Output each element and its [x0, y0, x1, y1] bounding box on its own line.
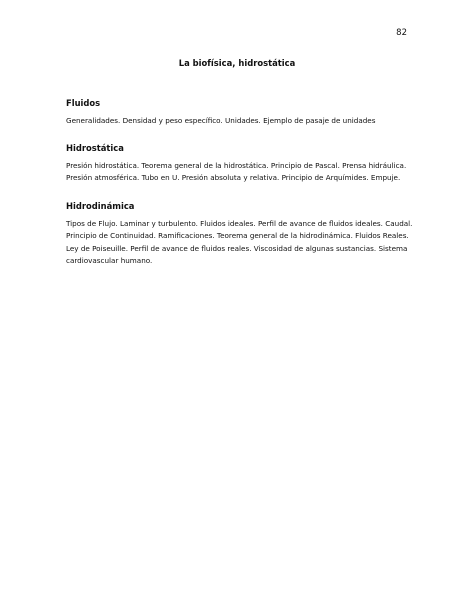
section-line: Ley de Poiseuille. Perfil de avance de fluidos reales. Viscosidad de algunas sustancias. Sistema — [66, 243, 408, 253]
page-number: 82 — [396, 28, 407, 38]
section-fluidos — [66, 98, 416, 127]
section-line: Presión atmosférica. Tubo en U. Presión absoluta y relativa. Principio de Arquímides. Empuje. — [66, 173, 401, 183]
section-heading: Fluidos — [66, 98, 101, 108]
section-line: Principio de Continuidad. Ramificaciones. Teorema general de la hidrodinámica. Fluidos Reales. — [66, 231, 409, 241]
document-title: La biofísica, hidrostática — [178, 58, 296, 68]
section-heading: Hidrostática — [66, 143, 124, 153]
section-hidrostatica — [66, 143, 416, 185]
section-heading: Hidrodinámica — [66, 201, 135, 211]
section-line: Presión hidrostática. Teorema general de la hidrostática. Principio de Pascal. Prensa hidráulica. — [66, 161, 407, 170]
section-line: cardiovascular humano. — [66, 255, 153, 265]
section-line: Generalidades. Densidad y peso específico. Unidades. Ejemplo de pasaje de unidades — [66, 116, 376, 125]
section-line: Tipos de Flujo. Laminar y turbulento. Fluidos ideales. Perfil de avance de fluidos ideales. Caudal. — [66, 219, 413, 228]
section-hidrodinamica — [66, 201, 416, 267]
